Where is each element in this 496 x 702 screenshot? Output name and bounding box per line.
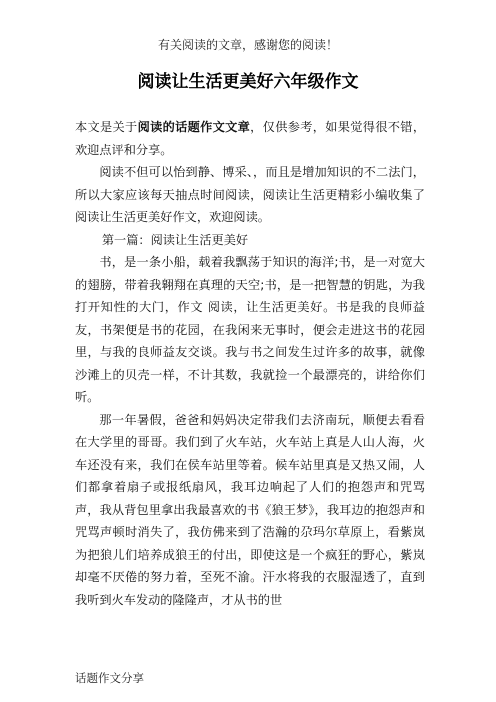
paragraph-2: 书，是一条小船，载着我飘荡于知识的海洋;书，是一对宽大的翅膀，带着我翱翔在真理的天空;书，是一把智慧的钥匙，为我打开知性的大门，作文 阅读，让生活更美好。书是我的良师益友，书架便是书的花园，在我闲来无事时，便会走进这书的花园里，与我的良师益友交谈。我与书之间发生过许多的故事，就像沙滩上的贝壳一样，不计其数，我就捡一个最漂亮的，讲给你们听。 (75, 255, 425, 404)
intro-prefix: 本文是关于 (75, 120, 138, 134)
intro-suffix: ，仅供参考，如果觉得很不错，欢迎点评和分享。 (75, 120, 426, 157)
article-title: 阅读让生活更美好六年级作文 (137, 72, 359, 92)
page-header: 有关阅读的文章，感谢您的阅读！ (157, 38, 338, 52)
section-heading: 第一篇：阅读让生活更美好 (101, 232, 249, 247)
paragraph-3: 那一年暑假，爸爸和妈妈决定带我们去济南玩，顺便去看看在大学里的哥哥。我们到了火车站，火车站上真是人山人海，火车还没有来，我们在侯车站里等着。候车站里真是又热又闹，人们都拿着扇子或报纸扇风，我耳边响起了人们的抱怨声和咒骂声，我从背包里拿出我最喜欢的书《狼王梦》，我耳边的抱怨声和咒骂声顿时消失了，我仿佛来到了浩瀚的尕玛尔草原上，看紫岚为把狼儿们培养成狼王的付出，即使这是一个疯狂的野心，紫岚却毫不厌倦的努力着，至死不渝。汗水将我的衣服湿透了，直到我听到火车发动的隆隆声，才从书的世 (75, 412, 425, 607)
paragraph-1: 阅读不但可以怡到静、博采、，而且是增加知识的不二法门，所以大家应该每天抽点时间阅读，阅读让生活更精彩小编收集了阅读让生活更美好作文，欢迎阅读。 (75, 165, 425, 224)
page-footer: 话题作文分享 (75, 671, 144, 685)
intro-paragraph (75, 116, 425, 161)
article-body (75, 116, 425, 611)
intro-bold-topic: 阅读的话题作文文章 (137, 120, 251, 134)
